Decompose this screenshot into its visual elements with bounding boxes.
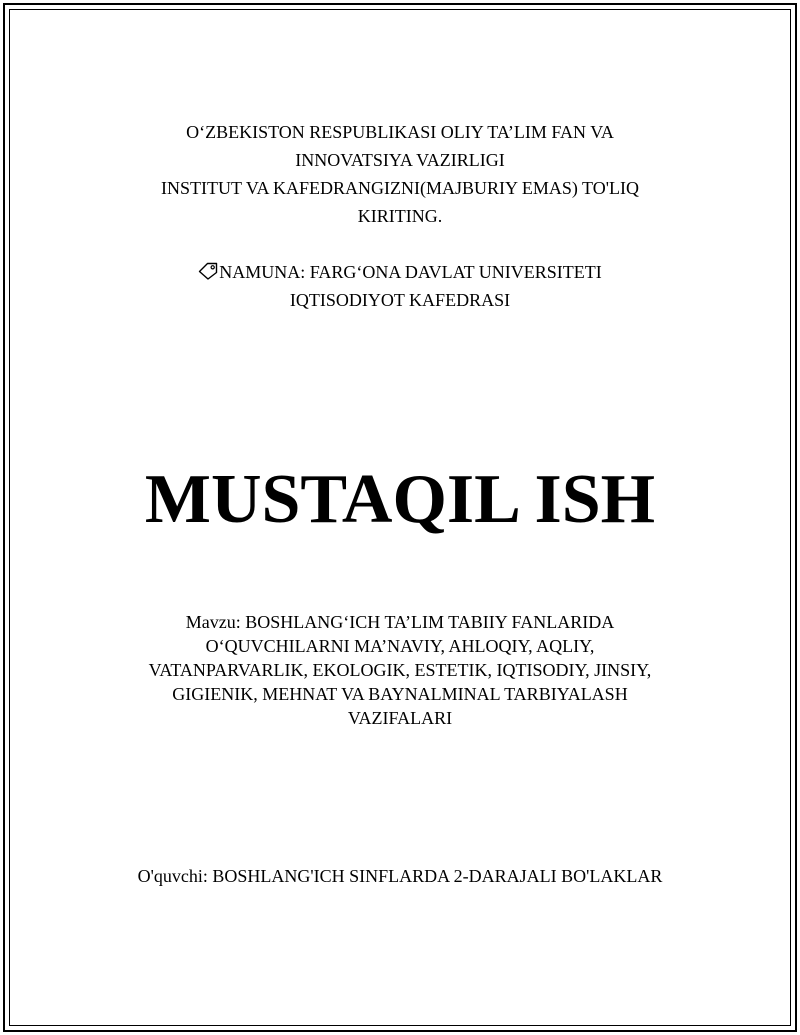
topic-line-5: VAZIFALARI [347, 708, 453, 728]
instruction-line-2: KIRITING. [357, 206, 443, 226]
example-line-1 [0, 259, 800, 285]
tag-icon [198, 261, 218, 279]
topic-line-2: O‘QUVCHILARNI MA’NAVIY, AHLOQIY, AQLIY, [205, 636, 595, 656]
topic-line-4: GIGIENIK, MEHNAT VA BAYNALMINAL TARBIYALASH [172, 684, 628, 704]
example-line-2: IQTISODIYOT KAFEDRASI [289, 290, 511, 310]
student-line: O'quvchi: BOSHLANG'ICH SINFLARDA 2-DARAJALI BO'LAKLAR [137, 866, 663, 886]
ministry-line-2: INNOVATSIYA VAZIRLIGI [295, 150, 505, 170]
topic-line-3: VATANPARVARLIK, EKOLOGIK, ESTETIK, IQTISODIY, JINSIY, [148, 660, 652, 680]
instruction-line-1: INSTITUT VA KAFEDRANGIZNI(MAJBURIY EMAS) TO'LIQ [161, 178, 639, 198]
main-title: MUSTAQIL ISH [144, 461, 656, 538]
topic-line-1: Mavzu: BOSHLANG‘ICH TA’LIM TABIIY FANLARIDA [185, 612, 615, 632]
ministry-line-1: O‘ZBEKISTON RESPUBLIKASI OLIY TA’LIM FAN VA [186, 122, 614, 142]
example-text-1: NAMUNA: FARG‘ONA DAVLAT UNIVERSITETI [219, 262, 602, 282]
